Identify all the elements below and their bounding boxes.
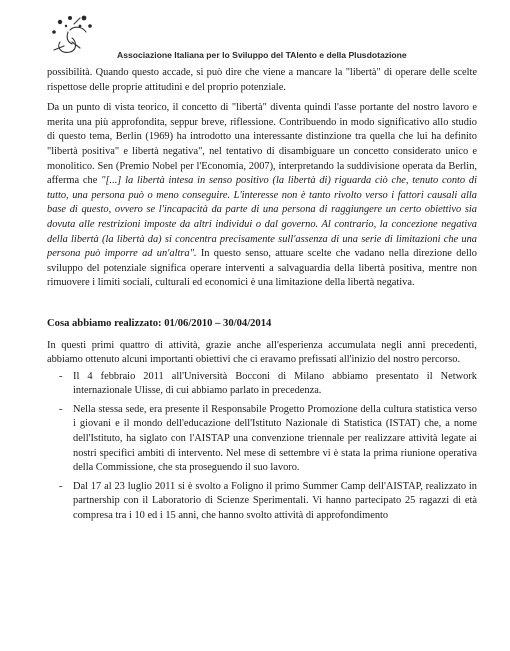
association-logo xyxy=(46,12,98,56)
list-item-text: Il 4 febbraio 2011 all'Università Bocconi di Milano abbiamo presentato il Network internazionale Ulisse, di cui abbiamo parlato in precedenza. xyxy=(73,370,477,397)
list-item-text: Dal 17 al 23 luglio 2011 si è svolto a Foligno il primo Summer Camp dell'AISTAP, realizzato in partnership con il Laboratorio di Scienze Sperimentali. Vi hanno partecipato 25 ragazzi di età compresa tra i 10 ed i 15 anni, che hanno svolto attività di approfondimento xyxy=(73,480,477,522)
list-item-text: Nella stessa sede, era presente il Responsabile Progetto Promozione della cultura statistica verso i giovani e il mondo dell'educazione dell'Istituto Nazionale di Statistica (ISTAT) che, a nome dell'Istituto, ha siglato con l'AISTAP una convenzione triennale per realizzare attività legate ai nostri specifici ambiti di intervento. Nel mese di settembre vi è stata la prima riunione operativa della Commissione, che sta proseguendo il suo lavoro. xyxy=(73,403,477,474)
list-item xyxy=(47,480,477,524)
achievements-list xyxy=(47,370,477,524)
document-body xyxy=(47,66,477,528)
paragraph-freedom-text-b: In questo senso, attuare scelte che vadano nella direzione dello sviluppo del potenziale significa operare interventi a salvaguardia della libertà positiva, mentre non rimuovere i limiti sociali, culturali ed economici è una limitazione della libertà negativa. xyxy=(47,248,477,289)
organization-name: Associazione Italiana per lo Sviluppo del TAlento e della Plusdotazione xyxy=(117,50,407,60)
bullet-dash: - xyxy=(59,370,63,382)
paragraph-achievements: In questi primi quattro di attività, grazie anche all'esperienza accumulata negli anni precedenti, abbiamo ottenuto alcuni importanti obiettivi che ci eravamo prefissati all'inizio del nostro percorso. xyxy=(47,339,477,366)
bullet-dash: - xyxy=(59,480,63,492)
list-item xyxy=(47,370,477,399)
paragraph-freedom-text-a: Da un punto di vista teorico, il concetto di "libertà" diventa quindi l'asse portante del nostro lavoro e merita una più approfondita, seppur breve, riflessione. Contribuendo in modo significativo allo studio di questo tema, Berlin (1969) ha introdotto una interessante distinzione tra quella che lui ha definito "libertà positiva" e libertà negativa", nel tentativo di disambiguare un concetto considerato unico e monolitico. Sen (Premio Nobel per l'Economia, 2007), interpretando la suddivisione operata da Berlin, afferma che xyxy=(47,102,477,187)
list-item xyxy=(47,403,477,476)
bullet-dash: - xyxy=(59,403,63,415)
paragraph-freedom xyxy=(47,101,477,291)
section-heading: Cosa abbiamo realizzato: 01/06/2010 – 30/04/2014 xyxy=(47,317,272,329)
paragraph-freedom-quote: "[...] la libertà intesa in senso positivo (la libertà di) riguarda ciò che, tenuto conto di tutto, una persona può o meno conseguire. L'interesse non è tanto rivolto verso i fattori causali alla base di questo, ovvero se l'incapacità da parte di una persona di raggiungere un certo obiettivo sia dovuta alle restrizioni imposte da altri individui o dal governo. Al contrario, la concezione negativa della libertà (la libertà da) si concentra precisamente sull'assenza di una serie di limitazioni che una persona può imporre ad un'altra". xyxy=(47,175,477,260)
paragraph-intro: possibilità. Quando questo accade, si può dire che viene a mancare la "libertà" di operare delle scelte rispettose delle proprie attitudini e del proprio potenziale. xyxy=(47,67,477,93)
